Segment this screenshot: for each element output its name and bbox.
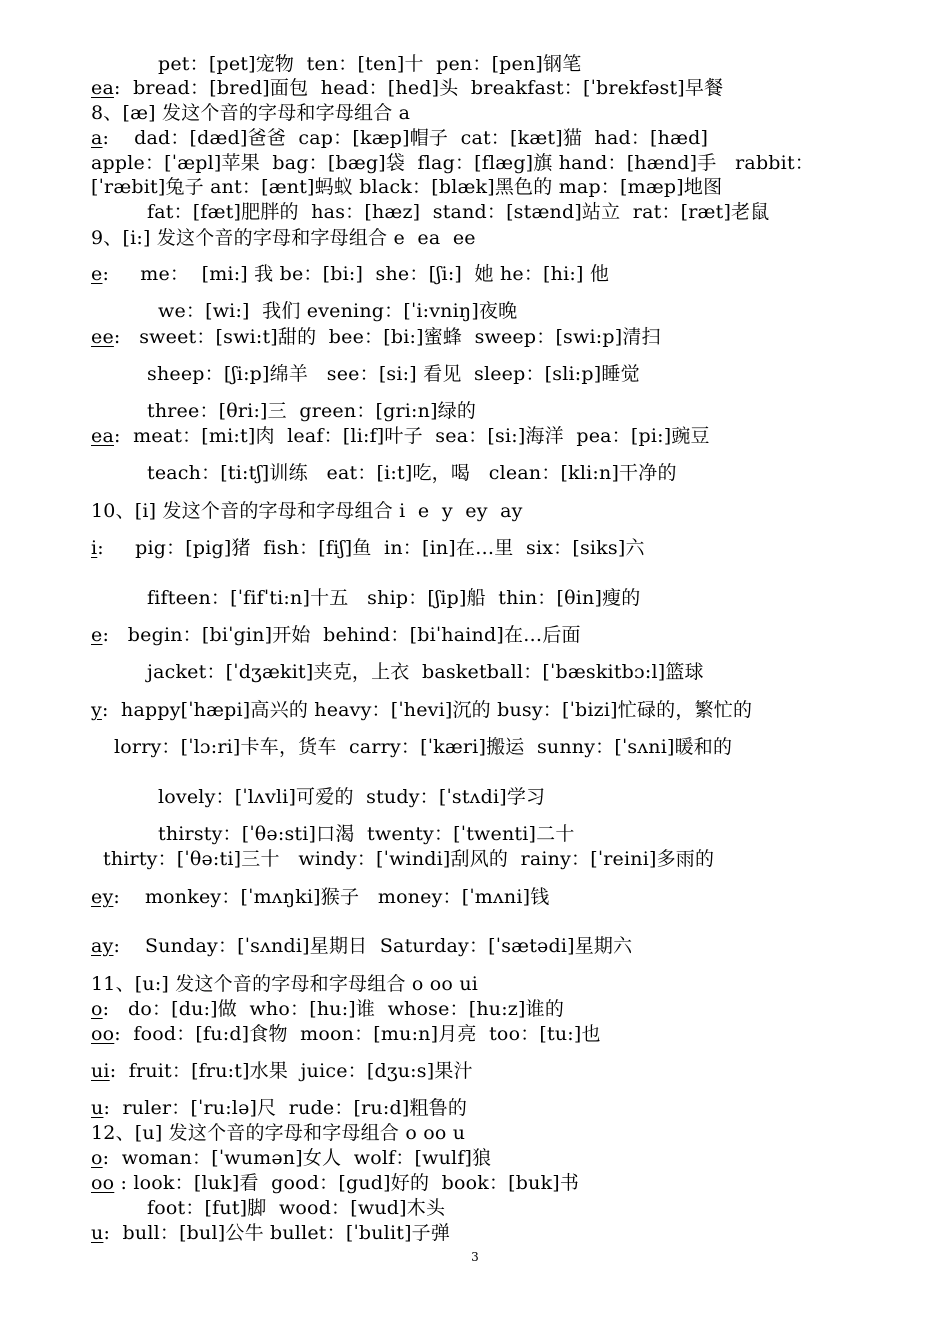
line-e-me: e: me： [mi:] 我 be：[bi:] she：[ʃi:] 她 he：[hi:] 他 xyxy=(91,263,610,285)
letter-combo-oo: oo xyxy=(91,1023,115,1045)
line-lorry: lorry：[ˈlɔ:ri]卡车，货车 carry：[ˈkæri]搬运 sunny：[ˈsʌni]暖和的 xyxy=(114,736,733,758)
letter-combo-ay: ay xyxy=(91,935,114,957)
section-heading-10: 10、[i] 发这个音的字母和字母组合 i e y ey ay xyxy=(91,500,523,522)
section-heading-9: 9、[i:] 发这个音的字母和字母组合 e ea ee xyxy=(91,227,476,249)
letter-combo-o: o xyxy=(91,1147,103,1169)
line-apple: apple：[ˈæpl]苹果 bag：[bæg]袋 flag：[flæg]旗 hand：[hænd]手 rabbit： xyxy=(91,152,814,174)
section-heading-11: 11、[u:] 发这个音的字母和字母组合 o oo ui xyxy=(91,973,479,995)
line-u-bull: u: bull：[bul]公牛 bullet：[ˈbulit]子弹 xyxy=(91,1222,451,1244)
line-fifteen: fifteen：[ˈfifˈti:n]十五 ship：[ʃip]船 thin：[θin]瘦的 xyxy=(147,587,641,609)
letter-combo-oo: oo xyxy=(91,1172,115,1194)
line-lovely: lovely：[ˈlʌvli]可爱的 study：[ˈstʌdi]学习 xyxy=(158,786,546,808)
line-teach: teach：[ti:tʃ]训练 eat：[i:t]吃，喝 clean：[kli:n]干净的 xyxy=(147,462,677,484)
line-o-woman: o: woman：[ˈwumən]女人 wolf：[wulf]狼 xyxy=(91,1147,492,1169)
line-pet-ten-pen: pet：[pet]宠物 ten：[ten]十 pen：[pen]钢笔 xyxy=(158,53,582,75)
line-ey-monkey: ey: monkey：[ˈmʌŋki]猴子 money：[ˈmʌni]钱 xyxy=(91,886,550,908)
line-i-pig: i: pig：[pig]猪 fish：[fiʃ]鱼 in：[in]在…里 six：[siks]六 xyxy=(91,537,645,559)
line-oo-food: oo: food：[fu:d]食物 moon：[mu:n]月亮 too：[tu:]也 xyxy=(91,1023,601,1045)
page-number: 3 xyxy=(471,1250,479,1264)
letter-combo-e: e xyxy=(91,263,103,285)
line-ui-fruit: ui: fruit：[fru:t]水果 juice：[dʒu:s]果汁 xyxy=(91,1060,473,1082)
line-oo-look: oo : look：[luk]看 good：[gud]好的 book：[buk]书 xyxy=(91,1172,580,1194)
line-ea-bread: ea: bread：[bred]面包 head：[hed]头 breakfast：[ˈbrekfəst]早餐 xyxy=(91,77,724,99)
line-three: three：[θri:]三 green：[gri:n]绿的 xyxy=(147,400,477,422)
letter-combo-ea: ea xyxy=(91,425,114,447)
section-heading-12: 12、[u] 发这个音的字母和字母组合 o oo u xyxy=(91,1122,466,1144)
letter-combo-o: o xyxy=(91,998,103,1020)
line-we: we：[wi:] 我们 evening：[ˈi:vniŋ]夜晚 xyxy=(158,300,518,322)
line-u-ruler: u: ruler：[ˈru:lə]尺 rude：[ru:d]粗鲁的 xyxy=(91,1097,468,1119)
line-thirsty: thirsty：[ˈθə:sti]口渴 twenty：[ˈtwenti]二十 xyxy=(158,823,575,845)
line-a-dad: a: dad：[dæd]爸爸 cap：[kæp]帽子 cat：[kæt]猫 had：[hæd] xyxy=(91,127,709,149)
letter-combo-ea: ea xyxy=(91,77,114,99)
letter-combo-u: u xyxy=(91,1222,104,1244)
line-ay-sunday: ay: Sunday：[ˈsʌndi]星期日 Saturday：[ˈsætədi]星期六 xyxy=(91,935,633,957)
section-heading-8: 8、[æ] 发这个音的字母和字母组合 a xyxy=(91,102,411,124)
letter-combo-i: i xyxy=(91,537,98,559)
line-y-happy: y: happy[ˈhæpi]高兴的 heavy：[ˈhevi]沉的 busy：[ˈbizi]忙碌的，繁忙的 xyxy=(91,699,753,721)
line-ee-sweet: ee: sweet：[swi:t]甜的 bee：[bi:]蜜蜂 sweep：[swi:p]清扫 xyxy=(91,326,661,348)
letter-combo-ey: ey xyxy=(91,886,114,908)
line-ea-meat: ea: meat：[mi:t]肉 leaf：[li:f]叶子 sea：[si:]海洋 pea：[pi:]豌豆 xyxy=(91,425,710,447)
letter-combo-y: y xyxy=(91,699,102,721)
letter-combo-ui: ui xyxy=(91,1060,110,1082)
line-thirty: thirty：[ˈθə:ti]三十 windy：[ˈwindi]刮风的 rainy：[ˈreini]多雨的 xyxy=(103,848,715,870)
line-jacket: jacket：[ˈdʒækit]夹克，上衣 basketball：[ˈbæskitbɔ:l]篮球 xyxy=(147,661,704,683)
line-foot: foot：[fut]脚 wood：[wud]木头 xyxy=(147,1197,446,1219)
line-fat: fat：[fæt]肥胖的 has：[hæz] stand：[stænd]站立 rat：[ræt]老鼠 xyxy=(147,201,770,223)
letter-combo-a: a xyxy=(91,127,103,149)
line-o-do: o: do：[du:]做 who：[hu:]谁 whose：[hu:z]谁的 xyxy=(91,998,565,1020)
letter-combo-u: u xyxy=(91,1097,104,1119)
line-e-begin: e: begin：[biˈgin]开始 behind：[biˈhaind]在…后面 xyxy=(91,624,581,646)
letter-combo-e: e xyxy=(91,624,103,646)
line-rabbit: [ˈræbit]兔子 ant：[ænt]蚂蚁 black：[blæk]黑色的 map：[mæp]地图 xyxy=(91,176,723,198)
line-sheep: sheep：[ʃi:p]绵羊 see：[si:] 看见 sleep：[sli:p]睡觉 xyxy=(147,363,640,385)
letter-combo-ee: ee xyxy=(91,326,114,348)
